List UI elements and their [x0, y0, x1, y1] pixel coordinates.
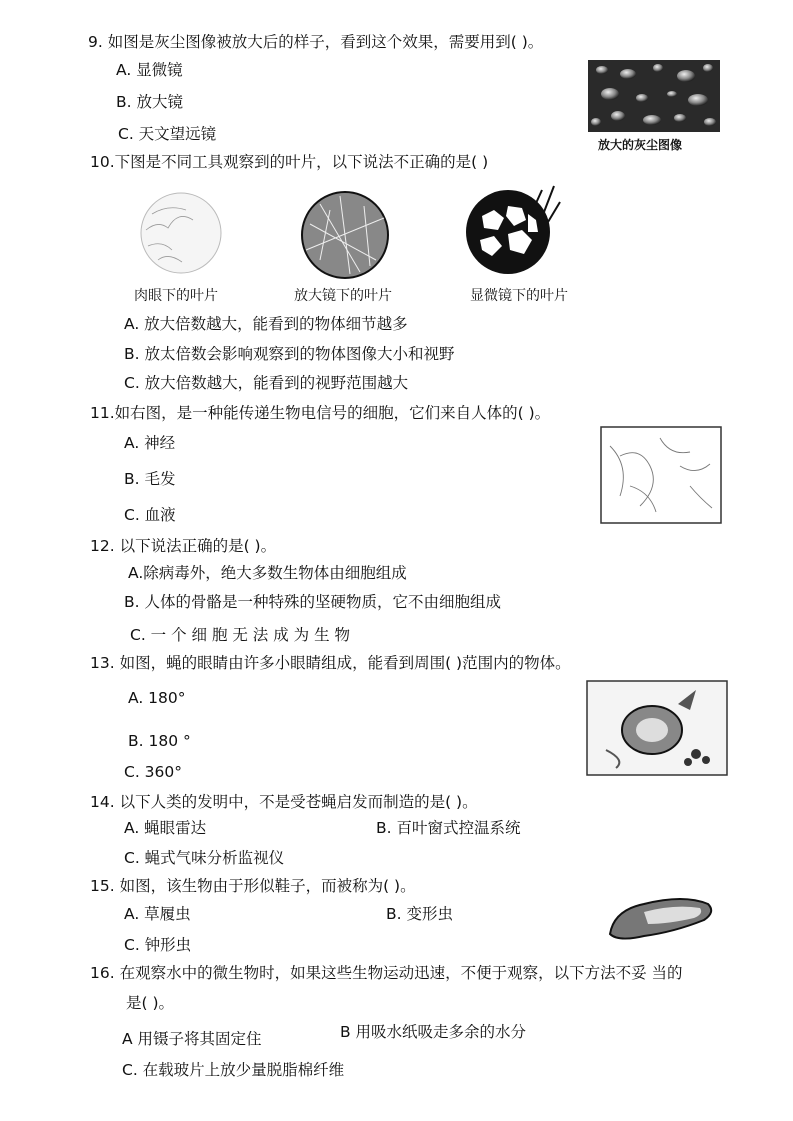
q9-option-a: A. 显微镜	[116, 61, 183, 79]
leaf-microscope-caption: 显微镜下的叶片	[470, 288, 568, 304]
q14-stem: 14. 以下人类的发明中，不是受苍蝇启发而制造的是( )。	[90, 793, 478, 811]
q16-stem-line2: 是( )。	[126, 994, 175, 1012]
q14-option-a: A. 蝇眼雷达	[124, 819, 207, 837]
q15-stem: 15. 如图，该生物由于形似鞋子，而被称为( )。	[90, 877, 416, 895]
q14-option-b: B. 百叶窗式控温系统	[376, 819, 521, 837]
q9-option-c: C. 天文望远镜	[118, 125, 217, 143]
leaf-magnifier-image	[300, 190, 390, 280]
q12-option-b: B. 人体的骨骼是一种特殊的坚硬物质，它不由细胞组成	[124, 593, 501, 611]
q16-stem-line1: 16. 在观察水中的微生物时，如果这些生物运动迅速，不便于观察，以下方法不妥 当的	[90, 964, 683, 982]
q9-option-b: B. 放大镜	[116, 93, 183, 111]
q10-option-c: C. 放大倍数越大，能看到的视野范围越大	[124, 374, 409, 392]
leaf-microscope-image	[462, 182, 566, 280]
q12-stem: 12. 以下说法正确的是( )。	[90, 537, 277, 555]
q13-option-a: A. 180°	[128, 689, 186, 707]
leaf-magnifier-caption: 放大镜下的叶片	[294, 288, 392, 304]
q10-option-a: A. 放大倍数越大，能看到的物体细节越多	[124, 315, 408, 333]
q13-option-c: C. 360°	[124, 763, 183, 781]
q15-option-b: B. 变形虫	[386, 905, 453, 923]
q11-option-b: B. 毛发	[124, 470, 176, 488]
q15-option-c: C. 钟形虫	[124, 936, 192, 954]
q13-stem: 13. 如图，蝇的眼睛由许多小眼睛组成，能看到周围( )范围内的物体。	[90, 654, 571, 672]
q16-option-b: B 用吸水纸吸走多余的水分	[340, 1023, 527, 1041]
q16-option-c: C. 在载玻片上放少量脱脂棉纤维	[122, 1061, 345, 1079]
q11-option-c: C. 血液	[124, 506, 176, 524]
q11-stem: 11.如右图，是一种能传递生物电信号的细胞，它们来自人体的( )。	[90, 404, 551, 422]
q12-option-a: A.除病毒外，绝大多数生物体由细胞组成	[128, 564, 407, 582]
q14-option-c: C. 蝇式气味分析监视仪	[124, 849, 285, 867]
q10-stem: 10.下图是不同工具观察到的叶片，以下说法不正确的是( )	[90, 153, 489, 171]
q12-option-c: C. 一 个 细 胞 无 法 成 为 生 物	[130, 626, 351, 644]
leaf-naked-eye-image	[138, 190, 224, 276]
q9-stem: 9. 如图是灰尘图像被放大后的样子，看到这个效果，需要用到( )。	[88, 33, 544, 51]
fly-eye-image	[586, 680, 728, 776]
paramecium-image	[604, 890, 716, 946]
q16-option-a: A 用镊子将其固定住	[122, 1030, 262, 1048]
leaf-naked-eye-caption: 肉眼下的叶片	[134, 288, 218, 304]
q10-option-b: B. 放太倍数会影响观察到的物体图像大小和视野	[124, 345, 455, 363]
nerve-cell-image	[600, 426, 722, 524]
q11-option-a: A. 神经	[124, 434, 176, 452]
q9-image-caption: 放大的灰尘图像	[598, 138, 683, 152]
q15-option-a: A. 草履虫	[124, 905, 191, 923]
dust-image	[588, 60, 720, 132]
q13-option-b: B. 180 °	[128, 732, 191, 750]
